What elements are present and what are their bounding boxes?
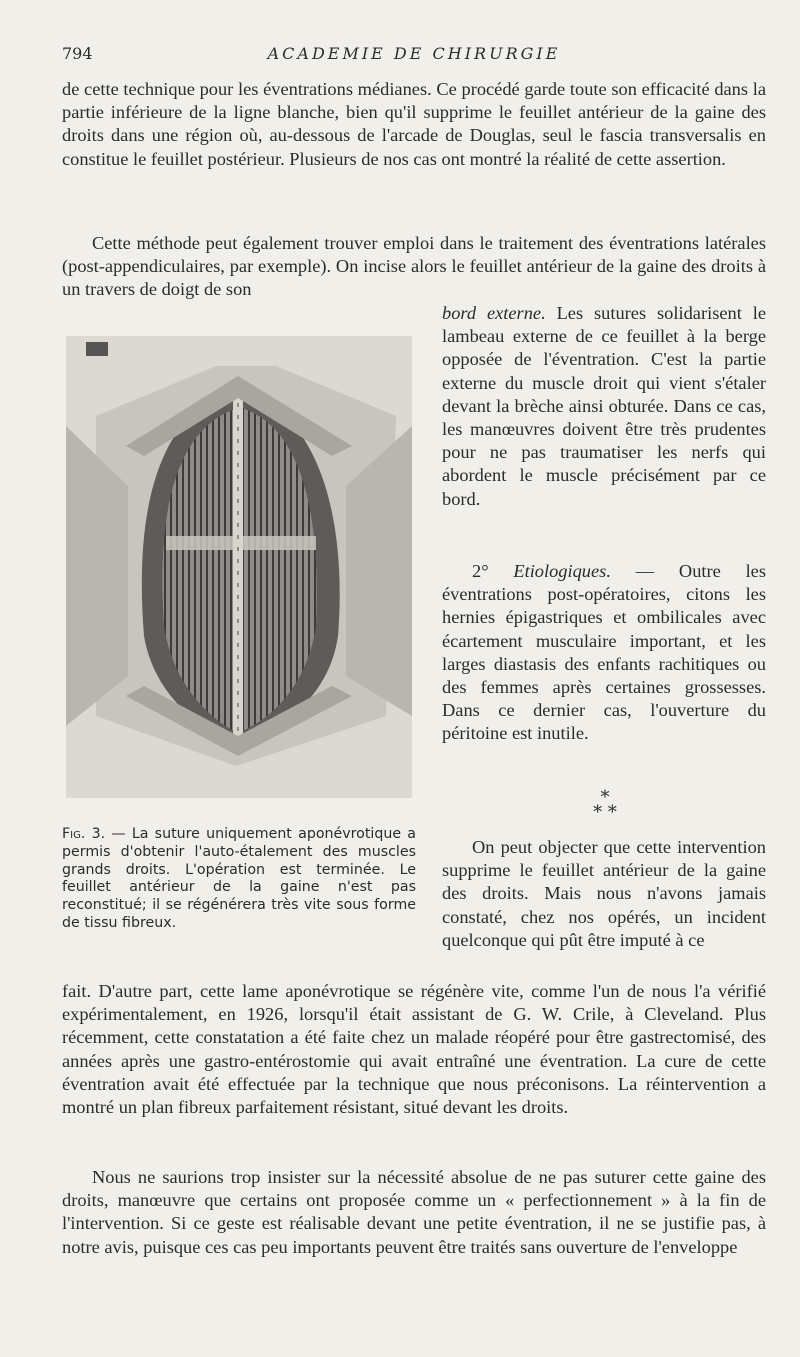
paragraph-lateral-side (442, 302, 766, 511)
paragraph-lateral-rest: Les sutures solidarisent le lambeau externe de ce feuillet à la berge opposée de l'éventration. C'est la partie externe du muscle droit qui vient s'étaler devant la brèche ainsi obturée. Dans ce cas, les manœuvres doivent être très prudentes pour ne pas traumatiser les nerfs qui abordent le muscle précisément par ce bord. (442, 303, 766, 509)
section-number: 2° (472, 561, 489, 581)
surgical-illustration (66, 336, 412, 798)
figure-caption-text: — La suture uniquement aponévrotique a permis d'obtenir l'auto-étalement des muscles grands droits. L'opération est terminée. Le feuillet antérieur de la gaine n'est pas reconstitué; il se régénérera très vite sous forme de tissu fibreux. (62, 826, 416, 931)
corner-mark (86, 342, 108, 356)
paragraph-objection: On peut objecter que cette intervention supprime le feuillet antérieur de la gaine des droits. Mais nous n'avons jamais constaté, chez nos opérés, un incident quelconque qui pût être imputé à ce (442, 837, 766, 950)
section-title: Etiologiques. (513, 561, 611, 581)
running-title: ACADEMIE DE CHIRURGIE (267, 44, 561, 63)
section-text: — Outre les éventrations post-opératoires, citons les hernies épigastriques et ombilicales avec écartement musculaire important, et les larges diastasis des enfants rachitiques ou des femmes après certaines grossesses. Dans ce dernier cas, l'ouverture du péritoine est inutile. (442, 561, 766, 744)
paragraph-lateral-top: Cette méthode peut également trouver emploi dans le traitement des éventrations latérales (post-appendiculaires, par exemple). On incise alors le feuillet antérieur de la gaine des droits à un travers de doigt de son (62, 233, 766, 300)
paragraph-regeneration: fait. D'autre part, cette lame aponévrotique se régénère vite, comme l'un de nous l'a vérifié expérimentalement, en 1926, lorsqu'il était assistant de G. W. Crile, à Cleveland. Plus récemment, cette constatation a été faite chez un malade réopéré pour être gastrectomisé, des années après une gastro-entérostomie qui avait entraîné une éventration. La cure de cette éventration avait été effectuée par la technique que nous préconisons. La réintervention a montré un plan fibreux parfaitement résistant, situé devant les droits. (62, 981, 766, 1118)
separator-top: * (600, 787, 610, 808)
separator-bottom: * * (593, 802, 617, 823)
section-separator (560, 787, 650, 823)
page-number: 794 (62, 44, 93, 63)
figure-caption (62, 826, 416, 933)
italic-bord-externe: bord externe. (442, 303, 546, 323)
paragraph-conclusion: Nous ne saurions trop insister sur la nécessité absolue de ne pas suturer cette gaine des droits, manœuvre que certains ont proposée comme un « perfectionnement » à la fin de l'intervention. Si ce geste est réalisable devant une petite éventration, il ne se justifie pas, à notre avis, puisque ces cas peu importants peuvent être traités sans ouverture de l'enveloppe (62, 1167, 766, 1257)
figure-label: Fig. 3. (62, 826, 106, 842)
paragraph-etiologiques (442, 560, 766, 746)
page-header (62, 44, 766, 68)
paragraph-intro: de cette technique pour les éventrations médianes. Ce procédé garde toute son efficacité dans la partie inférieure de la ligne blanche, bien qu'il supprime le feuillet antérieur de la gaine des droits dans une région où, au-dessous de l'arcade de Douglas, seul le fascia transversalis en constitue le feuillet postérieur. Plusieurs de nos cas ont montré la réalité de cette assertion. (62, 79, 766, 169)
